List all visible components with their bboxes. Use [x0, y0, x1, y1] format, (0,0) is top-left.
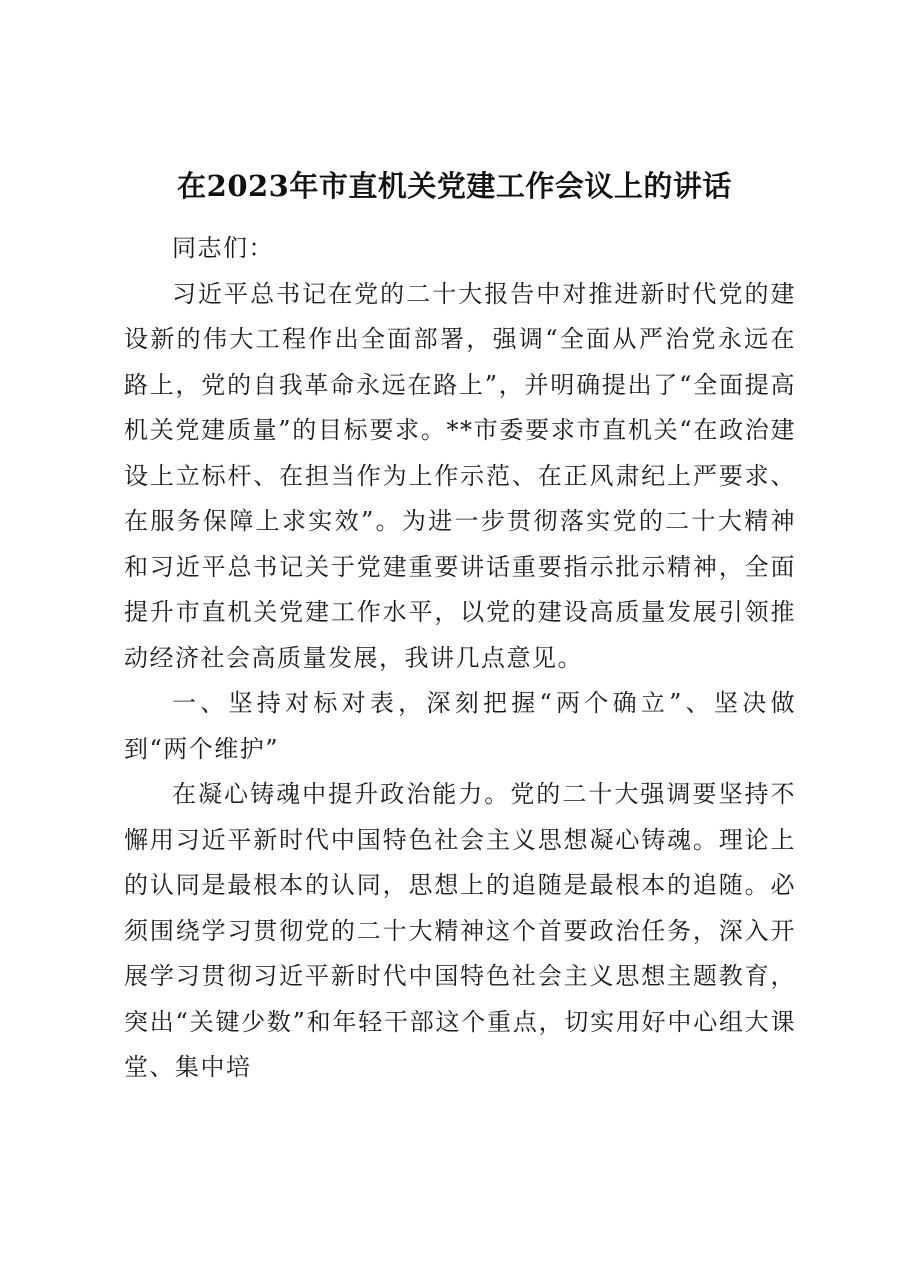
paragraph-intro: 习近平总书记在党的二十大报告中对推进新时代党的建设新的伟大工程作出全面部署，强调“全面从严治党永远在路上，党的自我革命永远在路上”，并明确提出了“全面提高机关党建质量”的目标要求。**市委要求市直机关“在政治建设上立标杆、在担当作为上作示范、在正风肃纪上严要求、在服务保障上求实效”。为进一步贯彻落实党的二十大精神和习近平总书记关于党建重要讲话重要指示批示精神，全面提升市直机关党建工作水平，以党的建设高质量发展引领推动经济社会高质量发展，我讲几点意见。: [124, 279, 796, 672]
document-title: 在2023年市直机关党建工作会议上的讲话: [177, 169, 732, 203]
salutation: 同志们：: [172, 234, 274, 262]
section-heading-1: 一、坚持对标对表，深刻把握“两个确立”、坚决做到“两个维护”: [124, 689, 796, 763]
document-body: [124, 226, 796, 1091]
paragraph-section-1: 在凝心铸魂中提升政治能力。党的二十大强调要坚持不懈用习近平新时代中国特色社会主义思想凝心铸魂。理论上的认同是最根本的认同，思想上的追随是最根本的追随。必须围绕学习贯彻党的二十大精神这个首要政治任务，深入开展学习贯彻习近平新时代中国特色社会主义思想主题教育，突出“关键少数”和年轻干部这个重点，切实用好中心组大课堂、集中培: [124, 780, 796, 1081]
